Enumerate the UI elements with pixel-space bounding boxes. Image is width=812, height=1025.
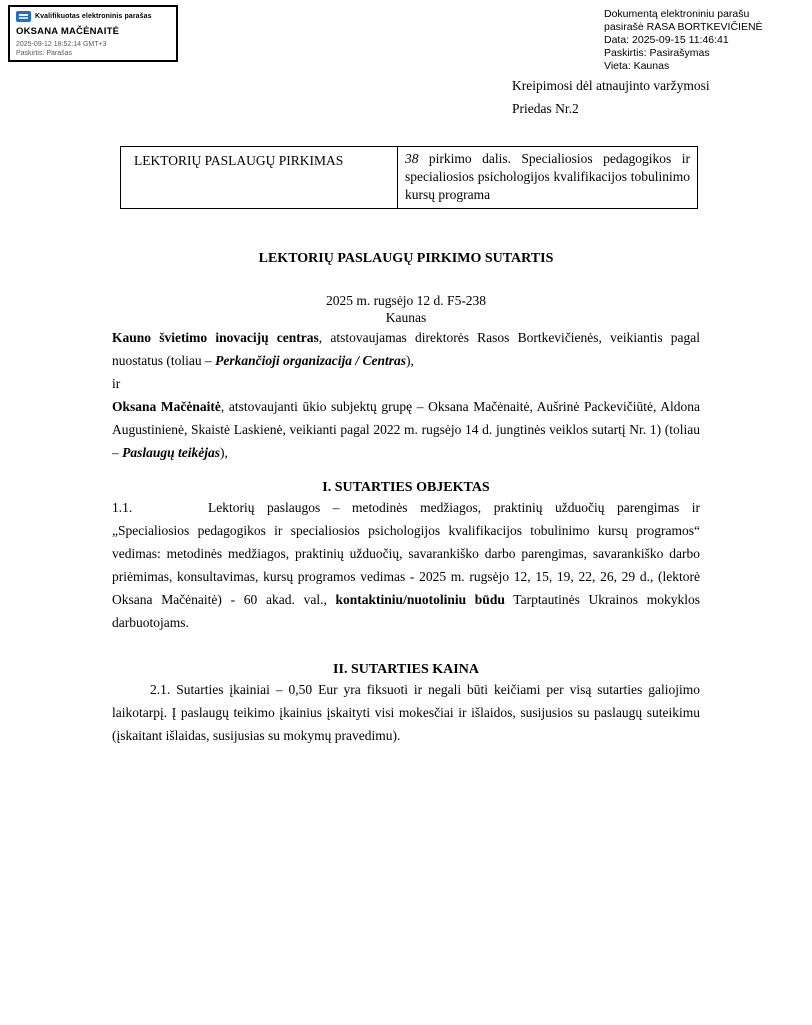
party2-paragraph <box>112 395 700 464</box>
section1-heading: I. SUTARTIES OBJEKTAS <box>322 480 490 495</box>
stamp-timestamp: 2025-09-12 18:52:14 GMT+3 <box>16 41 107 48</box>
stamp-signer-name: OKSANA MAČĖNAITĖ <box>16 26 120 37</box>
contract-title: LEKTORIŲ PASLAUGŲ PIRKIMO SUTARTIS <box>258 251 554 266</box>
party2-end: ), <box>220 445 228 460</box>
stamp-purpose: Paskirtis: Parašas <box>16 50 73 57</box>
signature-info-block <box>604 8 763 73</box>
signature-info-line: pasirašė RASA BORTKEVIČIENĖ <box>604 21 763 33</box>
clause-1-1-text: Lektorių paslaugos – metodinės medžiagos, praktinių užduočių parengimas ir „Specialiosios pedagogikos ir specialiosios psichologijos kvalifikacijos tobulinimo kursų programos“ vedimas: metodinės medžiagos, praktinių užduočių, savarankiško darbo parengimas, savarankiško darbo priėmimas, konsultavimas, kursų programos vedimas - 2025 m. rugsėjo 12, 15, 19, 22, 26, 29 d., (lektorė Oksana Mačėnaitė) - 60 akad. val., <box>112 500 700 607</box>
party2-name: Oksana Mačėnaitė <box>112 399 221 414</box>
table-row <box>121 147 698 209</box>
party1-paragraph <box>112 326 700 372</box>
esignature-stamp <box>8 5 178 62</box>
signature-info-line: Dokumentą elektroniniu parašu <box>604 8 750 20</box>
table-cell-procurement-part <box>398 147 698 209</box>
annex-reference <box>512 74 710 120</box>
clause-1-1-bold: kontaktiniu/nuotoliniu būdu <box>335 592 505 607</box>
party2-alias: Paslaugų teikėjas <box>122 445 221 460</box>
party1-end: ), <box>406 353 414 368</box>
clause-1-1-tail: Tarptautinės Ukrainos mokyklos darbuotojams. <box>112 592 700 630</box>
clause-1-1-number: 1.1. <box>112 500 133 515</box>
signature-info-line: Vieta: Kaunas <box>604 60 670 72</box>
contract-date-number: 2025 m. rugsėjo 12 d. F5-238 <box>325 293 487 308</box>
contract-place: Kaunas <box>385 310 427 325</box>
annex-line-2: Priedas Nr.2 <box>512 101 579 116</box>
stamp-header <box>16 11 170 22</box>
party2-text: , atstovaujanti ūkio subjektų grupę – Oksana Mačėnaitė, Aušrinė Packevičiūtė, Aldona Augustinienė, Skaistė Laskienė, veikianti pagal 2022 m. rugsėjo 14 d. jungtinės veiklos sutartį Nr. 1) (toliau – <box>112 399 700 460</box>
procurement-table <box>120 146 698 209</box>
signature-info-line: Paskirtis: Pasirašymas <box>604 47 710 59</box>
procurement-part-number: 38 <box>405 151 419 166</box>
procurement-part-text: pirkimo dalis. Specialiosios pedagogikos ir specialiosios psichologijos kvalifikacijos tobulinimo kursų programa <box>405 151 690 202</box>
signature-info-line: Data: 2025-09-15 11:46:41 <box>604 34 729 46</box>
table-cell-procurement-name: LEKTORIŲ PASLAUGŲ PIRKIMAS <box>121 147 398 209</box>
party1-name: Kauno švietimo inovacijų centras <box>112 330 319 345</box>
parties-connector: ir <box>112 376 121 391</box>
clause-2-1: 2.1. Sutarties įkainiai – 0,50 Eur yra fiksuoti ir negali būti keičiami per visą sutarties galiojimo laikotarpį. Į paslaugų teikimo įkainius įskaityti visi mokesčiai ir išlaidos, susijusios su paslaugų suteikimu (įskaitant išlaidas, susijusias su mokymų pravedimu). <box>112 682 700 743</box>
party1-text: , atstovaujamas direktorės Rasos Bortkevičienės, veikiantis pagal nuostatus (toliau – <box>112 330 700 368</box>
stamp-title: Kvalifikuotas elektroninis parašas <box>35 13 152 20</box>
clause-1-1 <box>112 496 700 634</box>
esignature-icon <box>16 11 31 22</box>
party1-alias: Perkančioji organizacija / Centras <box>215 353 407 368</box>
annex-line-1: Kreipimosi dėl atnaujinto varžymosi <box>512 78 710 93</box>
section2-heading: II. SUTARTIES KAINA <box>333 662 479 677</box>
document-content <box>112 146 700 747</box>
